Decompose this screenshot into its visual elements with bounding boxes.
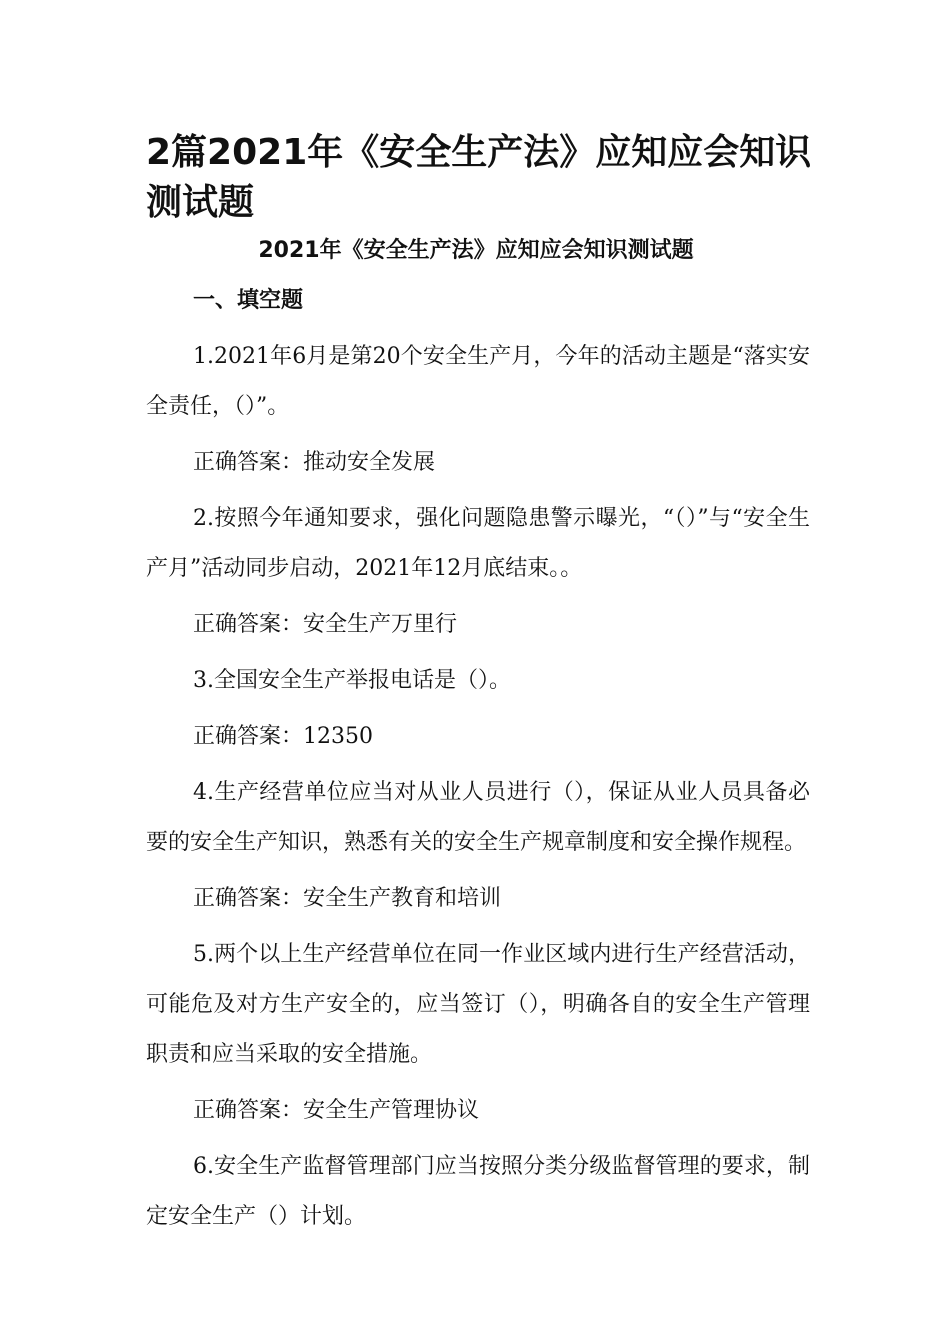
question-6: 6.安全生产监督管理部门应当按照分类分级监督管理的要求，制定安全生产（）计划。 bbox=[146, 1154, 810, 1229]
question-1: 1.2021年6月是第20个安全生产月，今年的活动主题是“落实安全责任，（）”。 bbox=[146, 344, 810, 419]
question-list bbox=[146, 332, 810, 1256]
answer-5: 正确答案：安全生产管理协议 bbox=[193, 1098, 480, 1123]
document-title: 2篇2021年《安全生产法》应知应会知识测试题 bbox=[146, 132, 812, 223]
answer-1: 正确答案：推动安全发展 bbox=[193, 450, 436, 475]
question-2: 2.按照今年通知要求，强化问题隐患警示曝光，“（）”与“安全生产月”活动同步启动，2021年12月底结束。。 bbox=[146, 506, 810, 581]
question-4: 4.生产经营单位应当对从业人员进行（），保证从业人员具备必要的安全生产知识，熟悉有关的安全生产规章制度和安全操作规程。 bbox=[146, 780, 810, 855]
answer-4: 正确答案：安全生产教育和培训 bbox=[193, 886, 502, 911]
section-heading: 一、填空题 bbox=[193, 288, 304, 313]
document-subtitle: 2021年《安全生产法》应知应会知识测试题 bbox=[258, 238, 694, 263]
answer-3: 正确答案：12350 bbox=[193, 724, 373, 749]
answer-2: 正确答案：安全生产万里行 bbox=[193, 612, 458, 637]
question-3: 3.全国安全生产举报电话是（）。 bbox=[193, 668, 511, 693]
question-5: 5.两个以上生产经营单位在同一作业区域内进行生产经营活动，可能危及对方生产安全的，应当签订（），明确各自的安全生产管理职责和应当采取的安全措施。 bbox=[146, 942, 810, 1067]
